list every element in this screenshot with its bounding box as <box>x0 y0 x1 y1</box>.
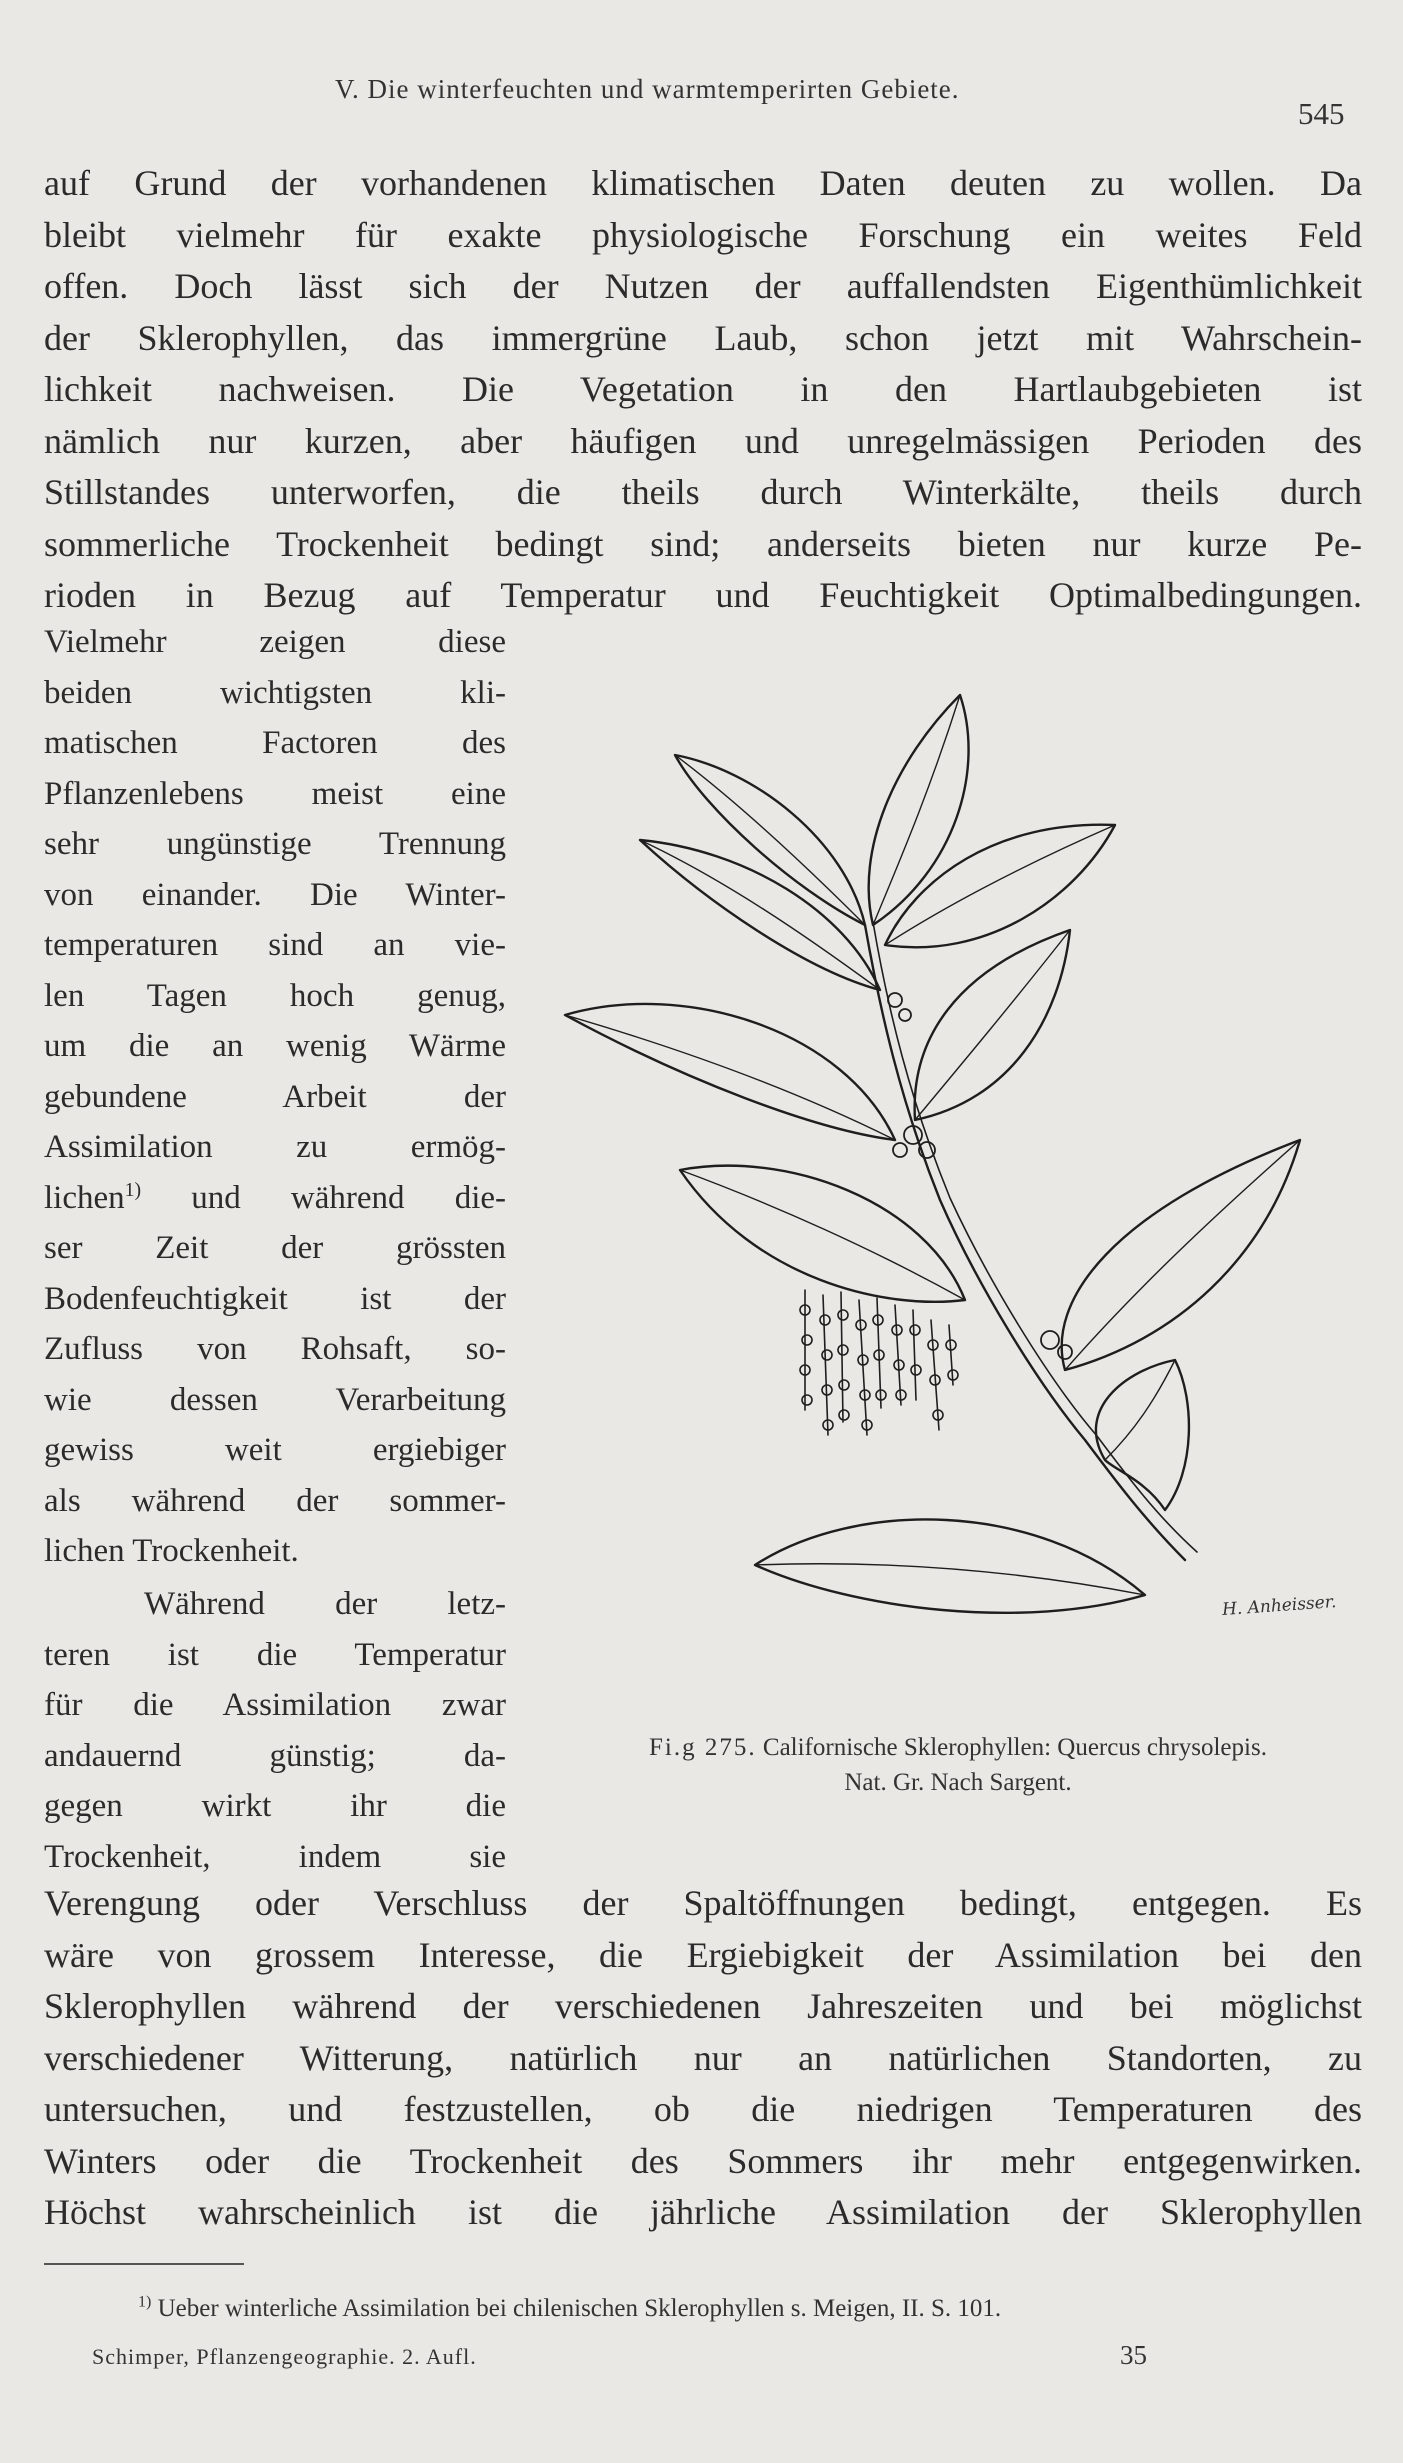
text-line: untersuchen, und festzustellen, ob die niedrigen Temperaturen des <box>44 2089 1362 2129</box>
text-line: beiden wichtigsten kli- <box>44 674 506 711</box>
printer-signature: Schimper, Pflanzengeographie. 2. Aufl. <box>92 2344 477 2369</box>
running-head: V. Die winterfeuchten und warmtemperirten Gebiete. <box>335 74 960 104</box>
footnote-text: Ueber winterliche Assimilation bei chilenischen Sklerophyllen s. Meigen, II. S. 101. <box>157 2295 1002 2322</box>
text-line-with-footnote <box>44 1173 506 1224</box>
text-line: wäre von grossem Interesse, die Ergiebigkeit der Assimilation bei den <box>44 1934 1362 1975</box>
text-line: Zufluss von Rohsaft, so- <box>44 1331 506 1367</box>
text-line: für die Assimilation zwar <box>44 1687 506 1723</box>
footnote-marker: 1) <box>124 1178 142 1201</box>
catkin-cluster <box>800 1290 958 1435</box>
text-line: der Sklerophyllen, das immergrüne Laub, schon jetzt mit Wahrschein- <box>44 317 1362 358</box>
text-line: ser Zeit der grössten <box>44 1230 506 1266</box>
leaf-bottom <box>755 1519 1145 1612</box>
figure-label: Fi.g 275. <box>649 1734 757 1761</box>
leaf-lower-right-small <box>1096 1360 1189 1510</box>
text-line: lichen Trockenheit. <box>44 1533 299 1569</box>
footnote-marker: 1) <box>138 2293 152 2311</box>
text-line: nämlich nur kurzen, aber häufigen und unregelmässigen Perioden des <box>44 420 1362 461</box>
text-line: Winters oder die Trockenheit des Sommers ihr mehr entgegenwirken. <box>44 2140 1362 2181</box>
figure-quercus-illustration <box>555 680 1385 1810</box>
leaf-right-large <box>1062 1140 1300 1370</box>
leaf-upper-left <box>675 755 865 925</box>
text-fragment: lichen <box>44 1179 125 1216</box>
text-line: rioden in Bezug auf Temperatur und Feuchtigkeit Optimalbedingungen. <box>44 575 1362 615</box>
paragraph-left-column <box>44 617 506 1577</box>
sheet-number: 35 <box>1120 2340 1147 2370</box>
leaf-middle-left <box>680 1166 965 1302</box>
text-line: sommerliche Trockenheit bedingt sind; anderseits bieten nur kurze Pe- <box>44 523 1362 564</box>
text-line: offen. Doch lässt sich der Nutzen der auffallendsten Eigenthümlichkeit <box>44 266 1362 306</box>
footnote-divider <box>44 2263 244 2265</box>
leaf-top <box>869 695 969 925</box>
text-line: als während der sommer- <box>44 1482 506 1519</box>
text-fragment: und während die- <box>191 1179 506 1216</box>
text-line: Pflanzenlebens meist eine <box>44 775 506 812</box>
text-line: temperaturen sind an vie- <box>44 927 506 963</box>
text-line: bleibt vielmehr für exakte physiologische Forschung ein weites Feld <box>44 214 1362 255</box>
leaf-upper-right <box>885 825 1115 948</box>
leaf-left-large <box>565 1004 895 1140</box>
text-line: Vielmehr zeigen diese <box>44 624 506 660</box>
text-line: Höchst wahrscheinlich ist die jährliche Assimilation der Sklerophyllen <box>44 2192 1362 2232</box>
caption-text: Californische Sklerophyllen: Quercus chrysolepis. <box>762 1734 1267 1761</box>
leaf-middle-right <box>915 930 1070 1120</box>
text-line: len Tagen hoch genug, <box>44 977 506 1014</box>
text-line: Während der letz- <box>144 1586 506 1622</box>
paragraph-top <box>44 158 1362 622</box>
text-line: gegen wirkt ihr die <box>44 1788 506 1824</box>
page-number: 545 <box>1298 96 1345 131</box>
footnote <box>138 2295 1001 2323</box>
figure-caption <box>548 1730 1368 1800</box>
text-line: lichkeit nachweisen. Die Vegetation in den Hartlaubgebieten ist <box>44 369 1362 409</box>
artist-signature: H. Anheisser. <box>1221 1592 1338 1620</box>
text-line: Bodenfeuchtigkeit ist der <box>44 1280 506 1317</box>
bud-cluster <box>888 993 1072 1359</box>
oak-branch-drawing <box>555 680 1385 1810</box>
text-line: auf Grund der vorhandenen klimatischen Daten deuten zu wollen. Da <box>44 163 1362 203</box>
text-line: Stillstandes unterworfen, die theils durch Winterkälte, theils durch <box>44 472 1362 512</box>
text-line: Assimilation zu ermög- <box>44 1129 506 1165</box>
text-line: gewiss weit ergiebiger <box>44 1432 506 1468</box>
text-line: matischen Factoren des <box>44 725 506 761</box>
text-line: teren ist die Temperatur <box>44 1636 506 1673</box>
text-line: um die an wenig Wärme <box>44 1028 506 1064</box>
text-line: sehr ungünstige Trennung <box>44 826 506 862</box>
text-line: andauernd günstig; da- <box>44 1737 506 1774</box>
text-line: von einander. Die Winter- <box>44 876 506 913</box>
text-line: wie dessen Verarbeitung <box>44 1381 506 1418</box>
paragraph-left-column-b <box>44 1579 506 1882</box>
branch-stem <box>865 925 1185 1560</box>
text-line: Sklerophyllen während der verschiedenen Jahreszeiten und bei möglichst <box>44 1986 1362 2026</box>
text-line: gebundene Arbeit der <box>44 1078 506 1115</box>
text-line: Verengung oder Verschluss der Spaltöffnungen bedingt, entgegen. Es <box>44 1883 1362 1923</box>
text-line: verschiedener Witterung, natürlich nur an natürlichen Standorten, zu <box>44 2037 1362 2078</box>
text-line: Trockenheit, indem sie <box>44 1838 506 1875</box>
caption-text-2: Nat. Gr. Nach Sargent. <box>844 1769 1072 1796</box>
paragraph-bottom <box>44 1878 1362 2239</box>
